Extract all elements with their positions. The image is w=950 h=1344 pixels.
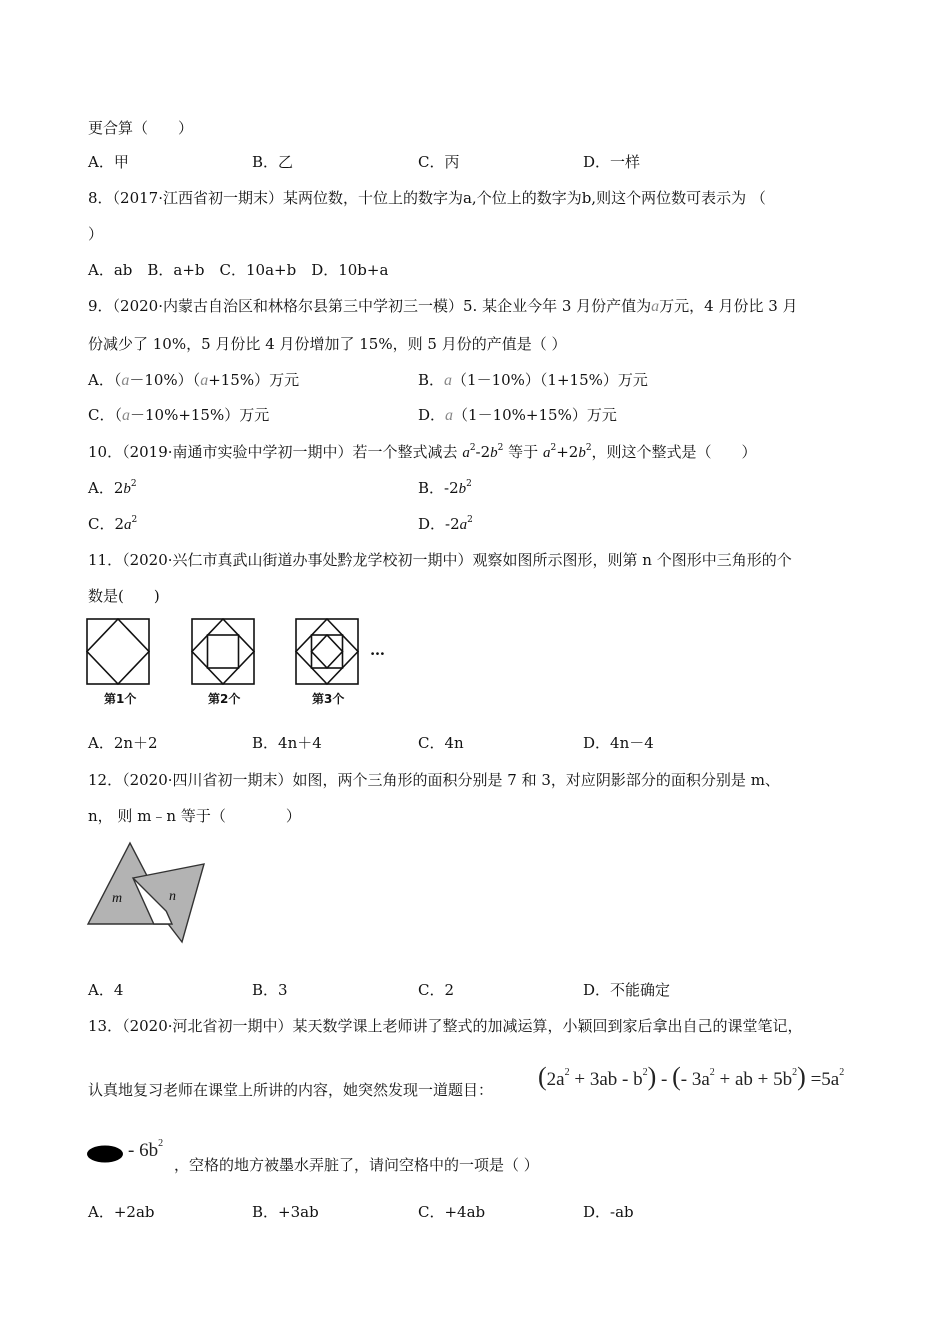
q13-option-a[interactable]: A．+2ab bbox=[88, 1203, 155, 1221]
q10-option-b[interactable]: B．$-2b^2$ bbox=[418, 479, 472, 497]
q12-option-d[interactable]: D．不能确定 bbox=[583, 981, 671, 999]
q12-option-a[interactable]: A．4 bbox=[88, 981, 124, 999]
q11-option-b[interactable]: B．4n＋4 bbox=[252, 734, 322, 752]
q11-stem-line2: 数是( ) bbox=[88, 587, 160, 605]
variable-a-glyph: a bbox=[651, 298, 660, 315]
figure-3-caption: 第3个 bbox=[312, 692, 345, 706]
q11-option-d[interactable]: D．4n－4 bbox=[583, 734, 654, 752]
q10-option-c[interactable]: C．$2a^2$ bbox=[88, 515, 138, 533]
q9-option-d[interactable]: D．a（1－10%+15%）万元 bbox=[418, 406, 617, 424]
q11-stem-line1: 11．（2020·兴仁市真武山街道办事处黔龙学校初一期中）观察如图所示图形，则第 n 个图形中三角形的个 bbox=[88, 551, 792, 569]
figure-ellipsis: … bbox=[370, 641, 385, 659]
label-m: m bbox=[112, 891, 123, 906]
q12-option-c[interactable]: C．2 bbox=[418, 981, 455, 999]
q13-stem-line2: 认真地复习老师在课堂上所讲的内容，她突然发现一道题目： bbox=[88, 1081, 494, 1099]
q12-stem-line1: 12．（2020·四川省初一期末）如图，两个三角形的面积分别是 7 和 3，对应阴影部分的面积分别是 m、 bbox=[88, 771, 780, 789]
overlapping-triangles-figure bbox=[84, 838, 214, 948]
q9-stem-line2: 份减少了 10%，5 月份比 4 月份增加了 15%，则 5 月份的产值是（ ） bbox=[88, 335, 567, 353]
nested-squares-figure bbox=[84, 614, 384, 690]
figure-1-caption: 第1个 bbox=[104, 692, 137, 706]
q8-options[interactable]: A．ab B．a+b C．10a+b D．10b+a bbox=[88, 261, 389, 279]
q13-equation: $(2a^2 + 3ab - b^2)$ - (- $3a^2$ + ab + $5b^2) =5a^2$ bbox=[538, 1062, 845, 1091]
q11-option-a[interactable]: A．2n＋2 bbox=[88, 734, 158, 752]
q10-option-d[interactable]: D．$-2a^2$ bbox=[418, 515, 473, 533]
q12-stem-line2: n， 则 m﹣n 等于（ ） bbox=[88, 807, 301, 825]
figure-2-caption: 第2个 bbox=[208, 692, 241, 706]
figure-1 bbox=[87, 619, 149, 684]
q7-stem-tail: 更合算（ ） bbox=[88, 119, 194, 137]
q13-option-d[interactable]: D．-ab bbox=[583, 1203, 634, 1221]
q9-option-c[interactable]: C．（a－10%+15%）万元 bbox=[88, 406, 270, 424]
figure-2 bbox=[192, 619, 254, 684]
q7-option-b[interactable]: B．乙 bbox=[252, 153, 294, 171]
q13-option-c[interactable]: C．+4ab bbox=[418, 1203, 486, 1221]
q12-option-b[interactable]: B．3 bbox=[252, 981, 288, 999]
q9-option-a[interactable]: A．（a－10%）（a+15%）万元 bbox=[88, 371, 300, 389]
q13-stem-line1: 13．（2020·河北省初一期中）某天数学课上老师讲了整式的加减运算，小颖回到家后拿出自己的课堂笔记， bbox=[88, 1017, 803, 1035]
label-n: n bbox=[169, 889, 176, 904]
q13-option-b[interactable]: B．+3ab bbox=[252, 1203, 319, 1221]
q9-option-b[interactable]: B．a（1－10%）（1+15%）万元 bbox=[418, 371, 648, 389]
q7-option-a[interactable]: A．甲 bbox=[88, 153, 129, 171]
q13-stem-line3: ，空格的地方被墨水弄脏了，请问空格中的一项是（ ） bbox=[174, 1156, 539, 1174]
q10-option-a[interactable]: A．$2b^2$ bbox=[88, 479, 137, 497]
ink-blot bbox=[86, 1144, 126, 1164]
q11-option-c[interactable]: C．4n bbox=[418, 734, 464, 752]
q8-stem-line1: 8．（2017·江西省初一期末）某两位数，十位上的数字为a,个位上的数字为b,则这个两位数可表示为 （ bbox=[88, 189, 766, 207]
q9-stem-line1: 9．（2020·内蒙古自治区和林格尔县第三中学初三一模）5. 某企业今年 3 月份产值为a万元，4 月份比 3 月 bbox=[88, 297, 798, 315]
q10-stem: 10．（2019·南通市实验中学初一期中）若一个整式减去 $a^2-2b^2$ 等于 $a^2+2b^2$，则这个整式是（ ） bbox=[88, 443, 757, 461]
figure-3 bbox=[296, 619, 358, 684]
q7-option-c[interactable]: C．丙 bbox=[418, 153, 460, 171]
q7-option-d[interactable]: D．一样 bbox=[583, 153, 641, 171]
q13-line3-expression: - $6b^2$ bbox=[128, 1138, 164, 1161]
q8-stem-line2: ） bbox=[88, 225, 104, 243]
